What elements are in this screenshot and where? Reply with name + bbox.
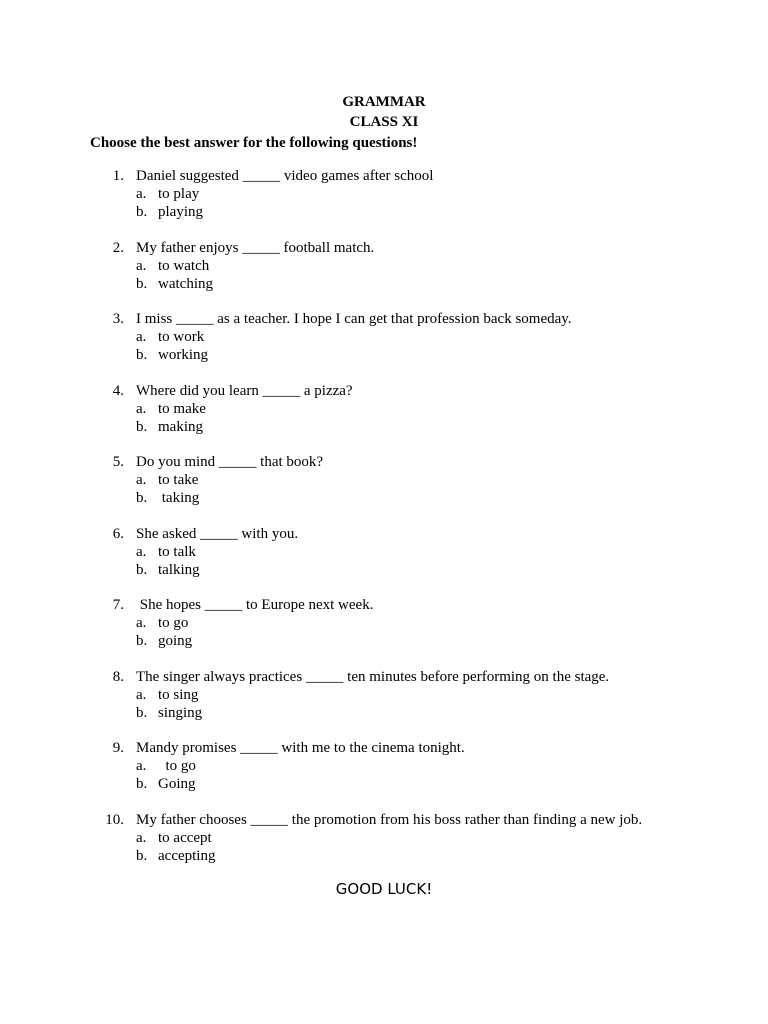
option-text: taking: [158, 490, 200, 506]
option-b: [136, 489, 199, 507]
question-item: [0, 595, 768, 667]
option-text: working: [158, 347, 208, 363]
option-letter: a.: [136, 472, 147, 488]
question-item: [0, 381, 768, 453]
question-item: [0, 452, 768, 524]
option-b: [136, 275, 213, 293]
option-b: [136, 203, 203, 221]
question-item: [0, 166, 768, 238]
option-text: singing: [158, 704, 203, 721]
question-text: Mandy promises _____ with me to the cinema tonight.: [136, 740, 465, 756]
option-letter: b.: [136, 490, 148, 506]
option-text: to talk: [158, 543, 196, 560]
question-text: The singer always practices _____ ten minutes before performing on the stage.: [136, 668, 610, 685]
question-item: [0, 738, 768, 810]
option-a: [136, 829, 212, 847]
option-letter: b.: [136, 275, 148, 292]
option-text: Going: [158, 776, 196, 792]
option-a: [136, 257, 209, 275]
option-b: [136, 561, 200, 579]
question-item: [0, 810, 768, 882]
option-letter: b.: [136, 633, 148, 649]
option-letter: b.: [136, 347, 148, 363]
question-text: Where did you learn _____ a pizza?: [136, 382, 353, 399]
option-a: [136, 543, 196, 561]
option-letter: a.: [136, 257, 147, 274]
option-letter: a.: [136, 186, 147, 202]
option-text: to make: [158, 400, 206, 417]
option-text: to sing: [158, 686, 199, 703]
question-number: 1.: [112, 168, 124, 184]
option-text: playing: [158, 204, 203, 220]
question-text: Daniel suggested _____ video games after school: [136, 168, 434, 184]
option-text: to watch: [158, 257, 210, 274]
option-a: [136, 471, 198, 489]
option-letter: b.: [136, 418, 148, 435]
option-text: to go: [158, 758, 196, 774]
option-a: [136, 757, 196, 775]
question-text: I miss _____ as a teacher. I hope I can get that profession back someday.: [136, 311, 572, 327]
option-a: [136, 614, 188, 632]
question-text: She asked _____ with you.: [136, 525, 299, 542]
class-label: CLASS XI: [349, 114, 419, 130]
question-item: [0, 238, 768, 310]
option-b: [136, 632, 192, 650]
question-number: 6.: [112, 525, 124, 542]
question-text: My father enjoys _____ football match.: [136, 239, 375, 256]
option-text: to play: [158, 186, 200, 202]
option-text: watching: [158, 275, 213, 292]
page-title: GRAMMAR: [342, 94, 426, 110]
question-number: 4.: [112, 382, 124, 399]
option-letter: a.: [136, 543, 147, 560]
instruction-text: Choose the best answer for the following questions!: [90, 135, 418, 151]
question-text: Do you mind _____ that book?: [136, 454, 324, 470]
option-text: going: [158, 633, 193, 649]
option-letter: a.: [136, 615, 147, 631]
option-b: [136, 346, 208, 364]
question-item: [0, 309, 768, 381]
option-a: [136, 328, 204, 346]
option-b: [136, 847, 215, 865]
question-number: 3.: [112, 311, 124, 327]
option-text: to go: [158, 615, 189, 631]
option-letter: b.: [136, 704, 148, 721]
option-letter: b.: [136, 776, 148, 792]
option-letter: b.: [136, 204, 148, 220]
option-b: [136, 704, 202, 722]
question-list: [0, 166, 768, 881]
option-a: [136, 400, 206, 418]
option-text: making: [158, 418, 203, 435]
option-letter: a.: [136, 758, 147, 774]
option-b: [136, 775, 196, 793]
option-text: accepting: [158, 847, 216, 864]
option-a: [136, 686, 198, 704]
option-text: to work: [158, 329, 205, 345]
question-number: 8.: [112, 668, 124, 685]
question-number: 2.: [112, 239, 124, 256]
question-number: 7.: [112, 597, 124, 613]
question-text: She hopes _____ to Europe next week.: [136, 597, 374, 613]
option-a: [136, 185, 199, 203]
option-b: [136, 418, 203, 436]
question-item: [0, 667, 768, 739]
question-text: My father chooses _____ the promotion from his boss rather than finding a new job.: [136, 811, 643, 828]
question-item: [0, 524, 768, 596]
question-number: 10.: [105, 811, 124, 828]
question-number: 5.: [112, 454, 124, 470]
option-letter: a.: [136, 686, 147, 703]
option-text: to take: [158, 472, 199, 488]
option-text: to accept: [158, 829, 212, 846]
option-text: talking: [158, 561, 200, 578]
option-letter: b.: [136, 847, 148, 864]
option-letter: b.: [136, 561, 148, 578]
closing-message: GOOD LUCK!: [335, 880, 433, 898]
option-letter: a.: [136, 829, 147, 846]
question-number: 9.: [112, 740, 124, 756]
option-letter: a.: [136, 400, 147, 417]
option-letter: a.: [136, 329, 147, 345]
